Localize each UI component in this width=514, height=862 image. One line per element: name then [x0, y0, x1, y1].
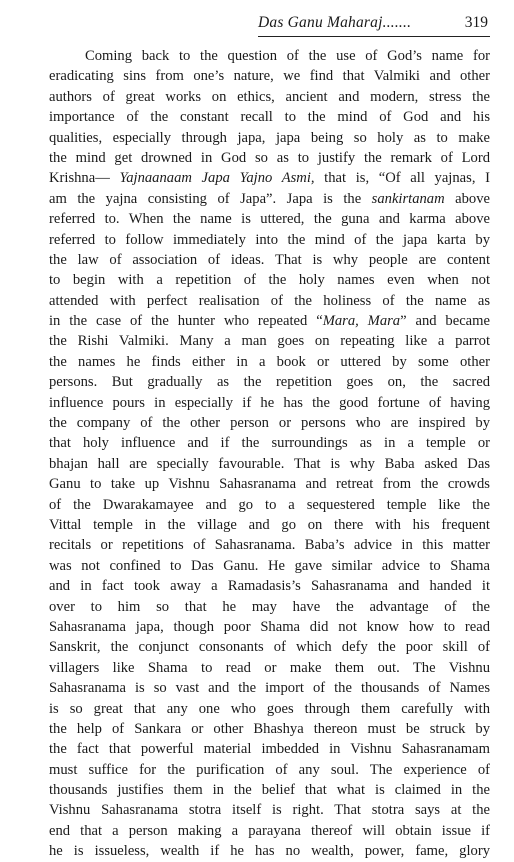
page-number: 319: [464, 14, 488, 31]
text-line: authors of great works on ethics, ancient and modern, stress the: [49, 88, 490, 105]
text-line: Ganu to take up Vishnu Sahasranama and retreat from the crowds: [49, 476, 490, 493]
text-line: Vishnu Sahasranama stotra itself is right. That stotra says at the: [49, 802, 490, 819]
text-line: qualities, especially through japa, japa being so holy as to make: [49, 129, 490, 146]
text-line: recitals or repetitions of Sahasranama. Baba’s advice in this matter: [49, 537, 490, 554]
text-line: is so great that any one who goes through them carefully with: [49, 700, 490, 717]
text-line: the help of Sankara or other Bhashya thereon must be struck by: [49, 720, 490, 737]
text-line: the fact that powerful material imbedded in Vishnu Sahasranamam: [49, 741, 490, 758]
text-line: over to him so that he may have the advantage of the: [49, 598, 490, 615]
text-line: influence pours in especially if he has the good fortune of having: [49, 394, 490, 411]
italic-term: sankirtanam: [371, 190, 445, 207]
text-line: the company of the other person or persons who are inspired by: [49, 415, 490, 432]
text-line: to begin with a repetition of the holy names even when not: [49, 272, 490, 289]
running-header-title: Das Ganu Maharaj.......: [258, 14, 412, 31]
text-line: the law of association of ideas. That is why people are content: [49, 251, 490, 268]
text-line: and in fact took away a Ramadasis’s Sahasranama and handed it: [49, 578, 490, 595]
text-line: attended with perfect realisation of the holiness of the name as: [49, 292, 490, 309]
text-line: eradicating sins from one’s nature, we find that Valmiki and other: [49, 68, 490, 85]
text-line: bhajan hall are specially favourable. That is why Baba asked Das: [49, 455, 490, 472]
text-line: villagers like Shama to read or make them out. The Vishnu: [49, 659, 490, 676]
text-line: Sahasranama is so vast and the import of the thousands of Names: [49, 680, 490, 697]
text-line: referred to. When the name is uttered, the guna and karma above: [49, 211, 490, 228]
text-line: must suffice for the purification of any soul. The experience of: [49, 761, 490, 778]
text-line: the mind get drowned in God so as to justify the remark of Lord: [49, 149, 490, 166]
text-line: Krishna— Yajnaanaam Japa Yajno Asmi, that is, “Of all yajnas, I: [49, 170, 490, 187]
italic-term: Yajnaanaam Japa Yajno Asmi,: [119, 170, 315, 187]
text-line: he is issueless, wealth if he has no wealth, power, fame, glory: [49, 843, 490, 860]
body-text: [49, 46, 490, 862]
text-line: thousands justifies them in the belief that what is claimed in the: [49, 782, 490, 799]
text-line: importance of the constant recall to the mind of God and his: [49, 109, 490, 126]
running-header: [258, 10, 490, 37]
text-line: Vittal temple in the village and go on there with his frequent: [49, 516, 490, 533]
text-line: am the yajna consisting of Japa”. Japa is the sankirtanam above: [49, 190, 490, 207]
text-line: Coming back to the question of the use of God’s name for: [85, 48, 490, 64]
text-line: of the Dwarakamayee and go to a sequestered temple like the: [49, 496, 490, 513]
text-line: was not confined to Das Ganu. He gave similar advice to Shama: [49, 557, 490, 574]
text-line: referred to follow immediately into the mind of the japa karta by: [49, 231, 490, 248]
text-line: the Rishi Valmiki. Many a man goes on repeating like a parrot: [49, 333, 490, 350]
text-line: persons. But gradually as the repetition goes on, the sacred: [49, 374, 490, 391]
text-line: Sanskrit, the conjunct consonants of which defy the poor skill of: [49, 639, 490, 656]
text-line: the names he finds either in a book or uttered by some other: [49, 353, 490, 370]
italic-term: Mara, Mara: [322, 313, 401, 330]
text-line: end that a person making a parayana thereof will obtain issue if: [49, 822, 490, 839]
text-line: in the case of the hunter who repeated “Mara, Mara” and became: [49, 313, 490, 330]
text-line: that holy influence and if the surroundings as in a temple or: [49, 435, 490, 452]
text-line: Sahasranama japa, though poor Shama did not know how to read: [49, 618, 490, 635]
